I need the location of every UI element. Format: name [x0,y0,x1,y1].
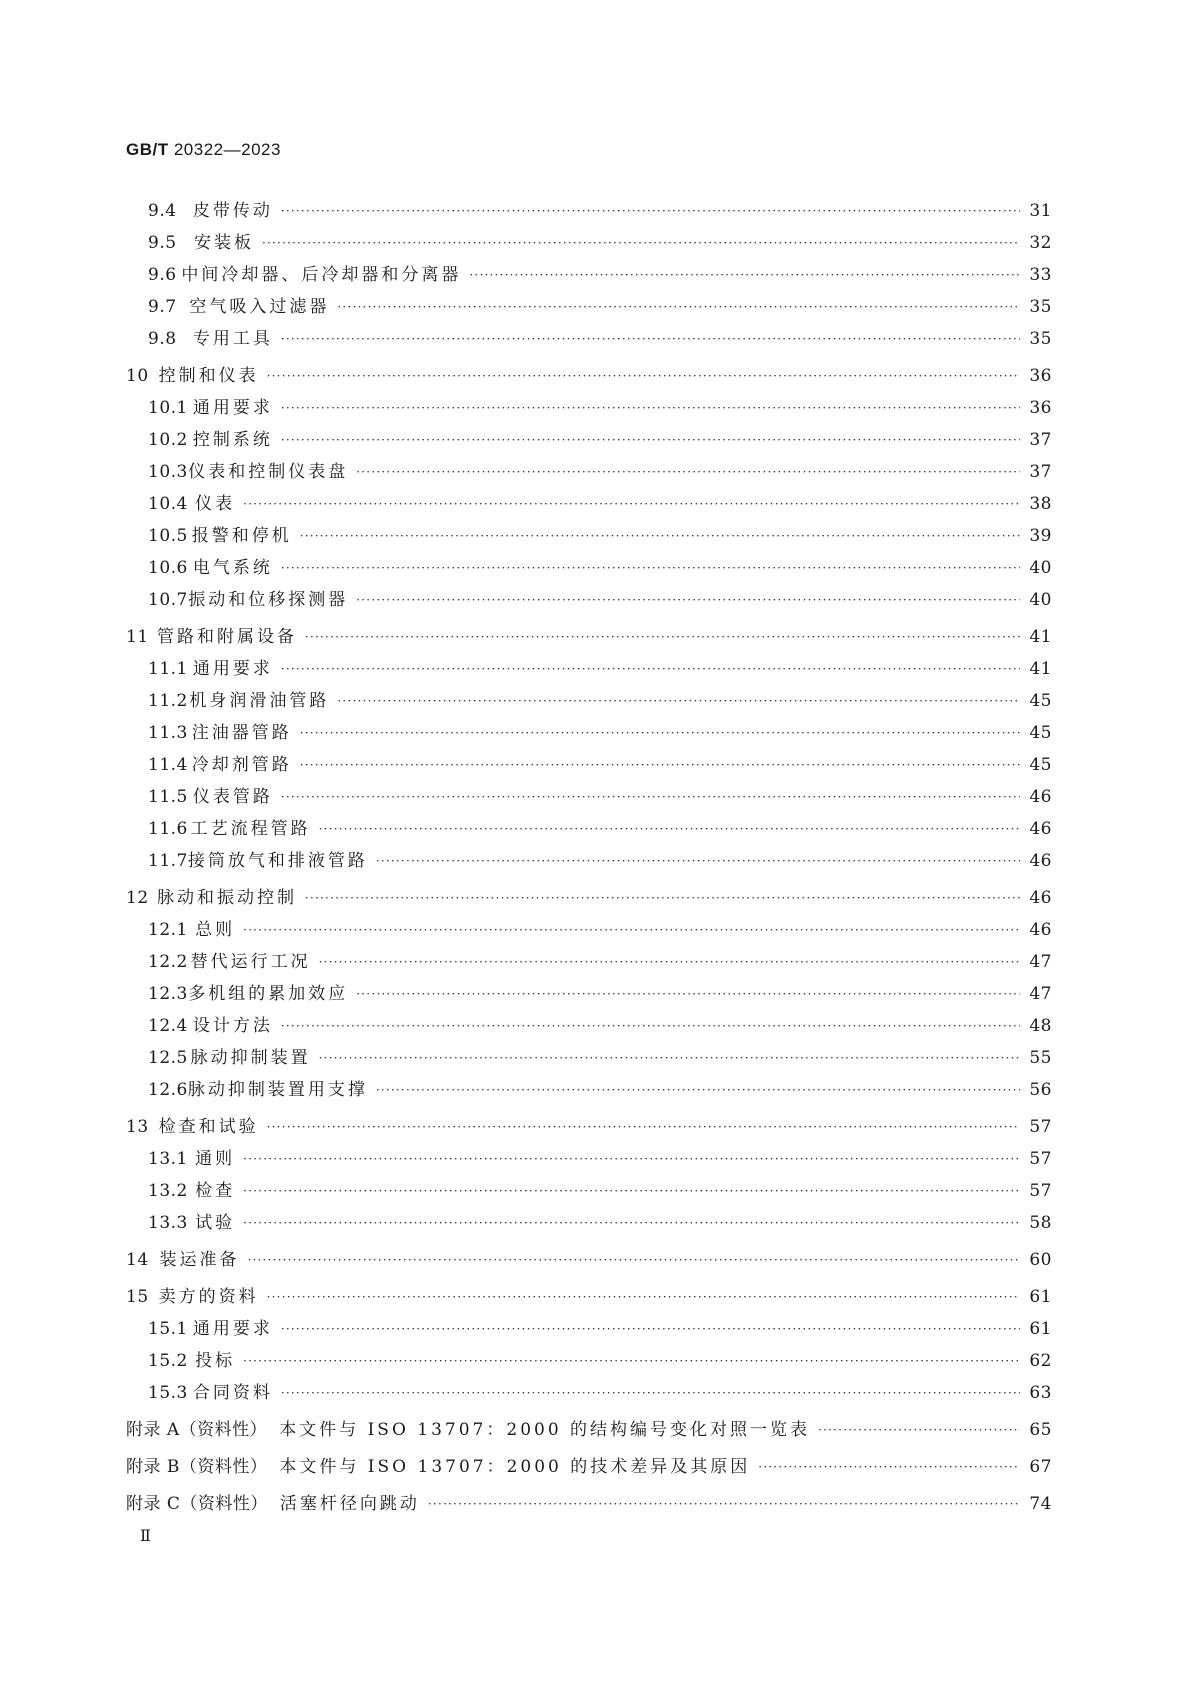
toc-entry-title: 投标 [195,1351,236,1371]
toc-entry-number: 11.2 [148,691,188,711]
toc-entry-number: 12.1 [148,920,188,940]
toc-entry[interactable] [126,387,1052,419]
toc-entry-number: 12.3 [148,984,188,1004]
toc-entry-number: 11.3 [148,723,188,743]
toc-entry-page: 55 [1029,1048,1052,1068]
toc-entry-title: 装运准备 [159,1250,240,1270]
toc-dot-leader [243,493,1020,515]
toc-entry-title: 设计方法 [192,1016,273,1036]
toc-dot-leader [281,786,1020,808]
toc-entry[interactable] [126,579,1052,611]
toc-entry[interactable] [126,744,1052,776]
toc-entry-page: 45 [1029,723,1052,743]
toc-dot-leader [267,1286,1020,1308]
toc-entry-title: 接筒放气和排液管路 [187,851,368,871]
toc-entry[interactable] [126,1271,1052,1308]
toc-entry-page: 41 [1029,659,1052,679]
toc-entry-title: 皮带传动 [192,201,273,221]
toc-entry-title: 仪表和控制仪表盘 [188,462,349,482]
toc-entry-number: 15.3 [148,1383,188,1403]
toc-entry-title: 注油器管路 [191,723,292,743]
toc-entry-title: 电气系统 [192,558,273,578]
toc-entry-number: 14 [126,1250,149,1270]
toc-entry[interactable] [126,1037,1052,1069]
toc-entry-number: 10.7 [148,590,188,610]
toc-dot-leader [243,1350,1020,1372]
toc-entry-number: 11 [126,627,149,647]
toc-entry-page: 63 [1029,1383,1052,1403]
toc-entry-number: 15.2 [148,1351,188,1371]
toc-entry-title: 空气吸入过滤器 [189,297,330,317]
toc-entry-page: 36 [1029,398,1052,418]
toc-entry-number: 12.6 [148,1080,188,1100]
table-of-contents [126,190,1052,1515]
toc-dot-leader [337,690,1020,712]
toc-entry-number: 12.4 [148,1016,188,1036]
toc-entry[interactable] [126,1372,1052,1404]
toc-entry-title: 通用要求 [192,398,273,418]
toc-entry-title: 检查 [195,1181,236,1201]
toc-dot-leader [267,365,1020,387]
toc-entry-page: 46 [1029,888,1052,908]
toc-dot-leader [243,919,1020,941]
toc-dot-leader [300,525,1020,547]
toc-dot-leader [281,1382,1020,1404]
toc-entry-page: 56 [1029,1080,1052,1100]
toc-entry-page: 40 [1029,558,1052,578]
toc-entry[interactable] [126,648,1052,680]
toc-entry-page: 35 [1029,329,1052,349]
page-number: Ⅱ [140,1526,152,1545]
toc-entry-page: 61 [1029,1319,1052,1339]
toc-entry-number: 12.2 [148,952,188,972]
toc-entry-page: 40 [1029,590,1052,610]
toc-entry[interactable] [126,254,1052,286]
toc-entry-title: 工艺流程管路 [190,819,311,839]
toc-entry[interactable] [126,973,1052,1005]
toc-entry-title: 管路和附属设备 [157,627,297,647]
toc-entry[interactable] [126,1101,1052,1138]
toc-entry-number: 12.5 [148,1048,188,1068]
toc-entry-title: 检查和试验 [158,1117,259,1137]
toc-dot-leader [262,232,1020,254]
toc-entry-title: 通用要求 [192,659,273,679]
toc-entry-page: 41 [1029,627,1052,647]
toc-entry-page: 37 [1029,430,1052,450]
toc-entry-title: 仪表管路 [192,787,273,807]
toc-entry-page: 31 [1029,201,1052,221]
toc-dot-leader [356,983,1020,1005]
toc-dot-leader [281,429,1020,451]
toc-entry-title: 报警和停机 [191,526,292,546]
toc-entry-number: 附录 C（资料性） [126,1494,268,1514]
toc-entry-number: 15 [126,1287,149,1307]
toc-entry-number: 附录 B（资料性） [126,1457,268,1477]
toc-entry[interactable] [126,1069,1052,1101]
toc-entry-title: 控制和仪表 [158,366,259,386]
toc-entry-number: 15.1 [148,1319,188,1339]
toc-entry-number: 11.5 [148,787,188,807]
toc-dot-leader [319,1047,1020,1069]
toc-entry-number: 11.7 [148,851,188,871]
toc-entry-title: 专用工具 [192,329,273,349]
toc-entry-page: 32 [1029,233,1052,253]
toc-entry-page: 33 [1029,265,1052,285]
toc-entry[interactable] [126,680,1052,712]
toc-entry[interactable] [126,451,1052,483]
toc-entry[interactable] [126,712,1052,744]
toc-entry-number: 9.6 [148,265,177,285]
toc-entry-number: 13.1 [148,1149,188,1169]
toc-entry[interactable] [126,1234,1052,1271]
toc-entry-page: 62 [1029,1351,1052,1371]
toc-dot-leader [356,461,1020,483]
toc-entry-title: 试验 [195,1213,236,1233]
toc-dot-leader [247,1249,1020,1271]
toc-entry-number: 12 [126,888,149,908]
toc-entry-title: 中间冷却器、后冷却器和分离器 [181,265,462,285]
toc-dot-leader [243,1180,1020,1202]
toc-dot-leader [281,397,1020,419]
toc-entry-page: 46 [1029,787,1052,807]
toc-entry-page: 45 [1029,755,1052,775]
toc-entry-title: 活塞杆径向跳动 [279,1494,420,1514]
toc-entry-number: 10.5 [148,526,188,546]
toc-dot-leader [428,1493,1020,1515]
toc-entry[interactable] [126,190,1052,222]
toc-entry[interactable] [126,611,1052,648]
toc-entry-page: 57 [1029,1149,1052,1169]
toc-dot-leader [243,1148,1020,1170]
standard-number: 20322—2023 [173,140,281,159]
toc-dot-leader [267,1116,1020,1138]
toc-entry[interactable] [126,483,1052,515]
toc-dot-leader [305,887,1020,909]
toc-dot-leader [281,200,1020,222]
toc-dot-leader [300,754,1020,776]
toc-entry-title: 振动和位移探测器 [188,590,349,610]
toc-dot-leader [376,1079,1020,1101]
toc-entry[interactable] [126,1441,1052,1478]
toc-entry[interactable] [126,350,1052,387]
toc-dot-leader [281,1015,1020,1037]
toc-entry-title: 通则 [195,1149,236,1169]
toc-entry[interactable] [126,1202,1052,1234]
toc-entry-number: 9.7 [148,297,177,317]
toc-entry-title: 安装板 [194,233,254,253]
toc-entry[interactable] [126,515,1052,547]
toc-entry[interactable] [126,1404,1052,1441]
toc-entry-page: 58 [1029,1213,1052,1233]
toc-entry[interactable] [126,840,1052,872]
toc-entry-number: 10.2 [148,430,188,450]
toc-entry-page: 48 [1029,1016,1052,1036]
toc-dot-leader [281,557,1020,579]
toc-entry-page: 57 [1029,1117,1052,1137]
toc-dot-leader [300,722,1020,744]
toc-entry[interactable] [126,1170,1052,1202]
toc-entry-page: 57 [1029,1181,1052,1201]
toc-entry-number: 11.6 [148,819,188,839]
toc-entry-number: 附录 A（资料性） [126,1420,268,1440]
toc-dot-leader [281,658,1020,680]
toc-entry-title: 机身润滑油管路 [189,691,330,711]
toc-entry-number: 10.1 [148,398,188,418]
toc-dot-leader [356,589,1020,611]
toc-entry-title: 脉动抑制装置 [190,1048,311,1068]
toc-entry[interactable] [126,872,1052,909]
page-header [126,140,281,160]
toc-entry[interactable] [126,222,1052,254]
toc-entry-title: 本文件与 ISO 13707：2000 的结构编号变化对照一览表 [279,1420,811,1440]
toc-dot-leader [281,1318,1020,1340]
toc-entry-page: 47 [1029,984,1052,1004]
toc-entry-page: 38 [1029,494,1052,514]
toc-entry[interactable] [126,1340,1052,1372]
toc-dot-leader [758,1456,1020,1478]
toc-entry-page: 60 [1029,1250,1052,1270]
toc-entry-number: 10.6 [148,558,188,578]
toc-entry-title: 仪表 [195,494,236,514]
toc-entry[interactable] [126,941,1052,973]
toc-entry[interactable] [126,286,1052,318]
toc-entry[interactable] [126,909,1052,941]
toc-entry[interactable] [126,776,1052,808]
toc-entry[interactable] [126,1478,1052,1515]
toc-entry-title: 卖方的资料 [158,1287,259,1307]
toc-entry-title: 脉动抑制装置用支撑 [187,1080,368,1100]
toc-entry-page: 36 [1029,366,1052,386]
toc-dot-leader [281,328,1020,350]
toc-entry-page: 47 [1029,952,1052,972]
toc-dot-leader [818,1419,1020,1441]
toc-entry-number: 9.4 [148,201,177,221]
toc-entry-title: 合同资料 [192,1383,273,1403]
toc-entry-title: 控制系统 [192,430,273,450]
toc-entry-number: 13.3 [148,1213,188,1233]
toc-entry-title: 总则 [195,920,236,940]
toc-entry[interactable] [126,547,1052,579]
toc-entry[interactable] [126,808,1052,840]
toc-dot-leader [469,264,1020,286]
toc-entry-number: 10 [126,366,149,386]
toc-dot-leader [337,296,1020,318]
toc-entry-page: 46 [1029,920,1052,940]
toc-entry[interactable] [126,419,1052,451]
toc-dot-leader [376,850,1020,872]
toc-entry-number: 9.5 [148,233,177,253]
toc-entry-page: 46 [1029,819,1052,839]
toc-entry-page: 45 [1029,691,1052,711]
toc-entry-title: 冷却剂管路 [191,755,292,775]
toc-entry[interactable] [126,318,1052,350]
toc-entry-number: 10.4 [148,494,188,514]
toc-entry[interactable] [126,1308,1052,1340]
standard-code: GB/T [126,140,169,159]
toc-dot-leader [319,818,1020,840]
toc-entry-number: 11.4 [148,755,188,775]
toc-entry-number: 13.2 [148,1181,188,1201]
toc-entry-title: 通用要求 [192,1319,273,1339]
toc-dot-leader [305,626,1020,648]
toc-entry-title: 多机组的累加效应 [188,984,349,1004]
toc-entry-page: 67 [1029,1457,1052,1477]
toc-entry-page: 39 [1029,526,1052,546]
toc-entry-page: 35 [1029,297,1052,317]
toc-entry-number: 11.1 [148,659,188,679]
toc-entry-number: 13 [126,1117,149,1137]
toc-entry-number: 9.8 [148,329,177,349]
toc-entry-page: 46 [1029,851,1052,871]
toc-entry[interactable] [126,1005,1052,1037]
toc-entry-page: 61 [1029,1287,1052,1307]
toc-entry-page: 74 [1029,1494,1052,1514]
toc-entry-page: 37 [1029,462,1052,482]
toc-entry-number: 10.3 [148,462,188,482]
toc-entry-title: 脉动和振动控制 [157,888,297,908]
toc-dot-leader [243,1212,1020,1234]
toc-dot-leader [319,951,1020,973]
toc-entry-title: 本文件与 ISO 13707：2000 的技术差异及其原因 [279,1457,751,1477]
toc-entry-title: 替代运行工况 [190,952,311,972]
toc-entry-page: 65 [1029,1420,1052,1440]
toc-entry[interactable] [126,1138,1052,1170]
